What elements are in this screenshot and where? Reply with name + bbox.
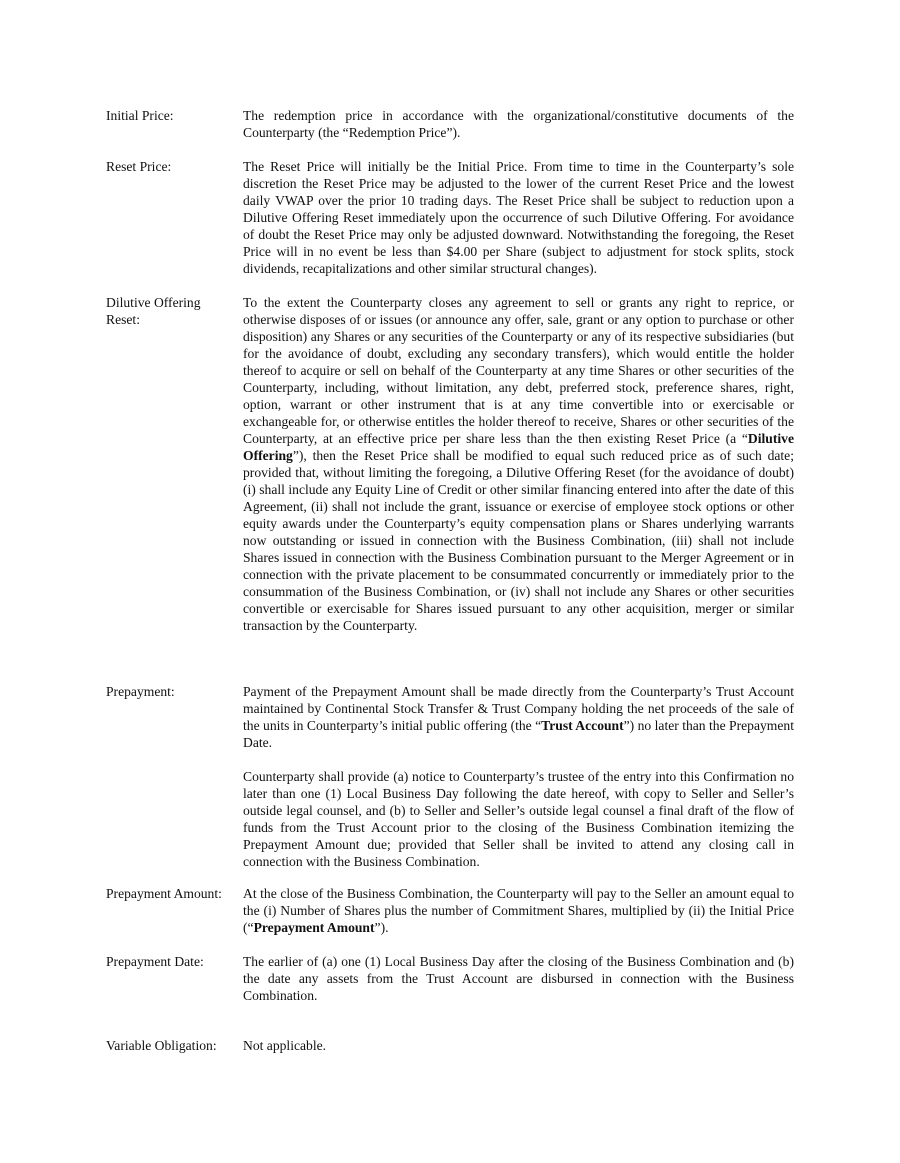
- defined-term: Dilutive Offering: [243, 431, 794, 463]
- term-label: Initial Price:: [106, 108, 174, 123]
- term-label-line1: Dilutive Offering: [106, 295, 201, 310]
- term-text: The Reset Price will initially be the Initial Price. From time to time in the Counterparty’s sole discretion the Reset Price may be adjusted to the lower of the current Reset Price and the lowest daily VWAP over the prior 10 trading days. The Reset Price shall be subject to reduction upon a Dilutive Offering Reset immediately upon the occurrence of such Dilutive Offering. For avoidance of doubt the Reset Price may only be adjusted downward. Notwithstanding the foregoing, the Reset Price will in no event be less than $4.00 per Share (subject to adjustment for stock splits, stock dividends, recapitalizations and other similar structural changes).: [243, 159, 794, 276]
- term-body: [243, 107, 794, 141]
- term-text: [243, 885, 794, 936]
- term-label-line2: Reset:: [106, 312, 140, 327]
- term-label: [106, 294, 236, 328]
- term-text: Counterparty shall provide (a) notice to Counterparty’s trustee of the entry into this Confirmation no later than one (1) Local Business Day following the date hereof, with copy to Seller and Seller’s outside legal counsel, and (b) to Seller and Seller’s outside legal counsel a final draft of the flow of funds from the Trust Account prior to the closing of the Business Combination itemizing the Prepayment Amount due; provided that Seller shall be invited to attend any closing call in connection with the Business Combination.: [243, 769, 794, 869]
- term-text-part: ”).: [374, 920, 389, 935]
- term-body: [243, 294, 794, 634]
- term-text-part: To the extent the Counterparty closes any agreement to sell or grants any right to reprice, or otherwise disposes of or issues (or announce any offer, sale, grant or any option to purchase or other disposition) any Shares or any securities of the Counterparty or any of its respective subsidiaries (but for the avoidance of doubt, excluding any secondary transfers), which would entitle the holder thereof to acquire or sell on behalf of the Counterparty at any time Shares or other securities of the Counterparty, including, without limitation, any debt, preferred stock, preference shares, right, option, warrant or other instrument that is at any time convertible into or exercisable or exchangeable for, or otherwise entitles the holder thereof to receive, Shares or other securities of the Counterparty, at an effective price per share less than the then existing Reset Price (a “: [243, 295, 794, 446]
- term-text: The redemption price in accordance with the organizational/constitutive documents of the Counterparty (the “Redemption Price”).: [243, 108, 794, 140]
- term-label: Reset Price:: [106, 159, 172, 174]
- term-label: Prepayment:: [106, 684, 175, 699]
- term-text: The earlier of (a) one (1) Local Business Day after the closing of the Business Combination and (b) the date any assets from the Trust Account are disbursed in connection with the Business Combination.: [243, 954, 794, 1003]
- term-body: [243, 158, 794, 277]
- term-body: [243, 953, 794, 1004]
- term-text: Not applicable.: [243, 1038, 327, 1053]
- term-label: Variable Obligation:: [106, 1038, 217, 1053]
- term-text: [243, 683, 794, 751]
- defined-term: Prepayment Amount: [253, 920, 375, 935]
- term-text-part: ”), then the Reset Price shall be modified to equal such reduced price as of such date; provided that, without limiting the foregoing, a Dilutive Offering Reset (for the avoidance of doubt) (i) shall include any Equity Line of Credit or other similar financing entered into after the date of this Agreement, (ii) shall not include the grant, issuance or exercise of employee stock options or other equity awards under the Counterparty’s equity compensation plans or Shares underlying warrants now outstanding or issued in connection with the Business Combination, (iii) shall not include Shares issued in connection with the Business Combination pursuant to the Merger Agreement or in connection with the private placement to be consummated concurrently or immediately prior to the consummation of the Business Combination, or (iv) shall not include any Shares or other securities convertible or exercisable for Shares issued pursuant to any other acquisition, merger or similar transaction by the Counterparty.: [243, 448, 794, 633]
- term-body: [243, 683, 794, 870]
- term-text-part: ”) no later than the Prepayment Date.: [243, 718, 794, 750]
- term-label: Prepayment Date:: [106, 954, 204, 969]
- term-body: [243, 1037, 794, 1054]
- term-body: [243, 885, 794, 936]
- term-text-part: At the close of the Business Combination, the Counterparty will pay to the Seller an amount equal to the (i) Number of Shares plus the number of Commitment Shares, multiplied by (ii) the Initial Price (“: [243, 886, 794, 935]
- term-text: [243, 294, 794, 634]
- term-text-part: Payment of the Prepayment Amount shall be made directly from the Counterparty’s Trust Account maintained by Continental Stock Transfer & Trust Company holding the net proceeds of the sale of the units in Counterparty’s initial public offering (the “: [243, 684, 794, 733]
- defined-term: Trust Account: [541, 718, 624, 733]
- term-label: Prepayment Amount:: [106, 886, 222, 901]
